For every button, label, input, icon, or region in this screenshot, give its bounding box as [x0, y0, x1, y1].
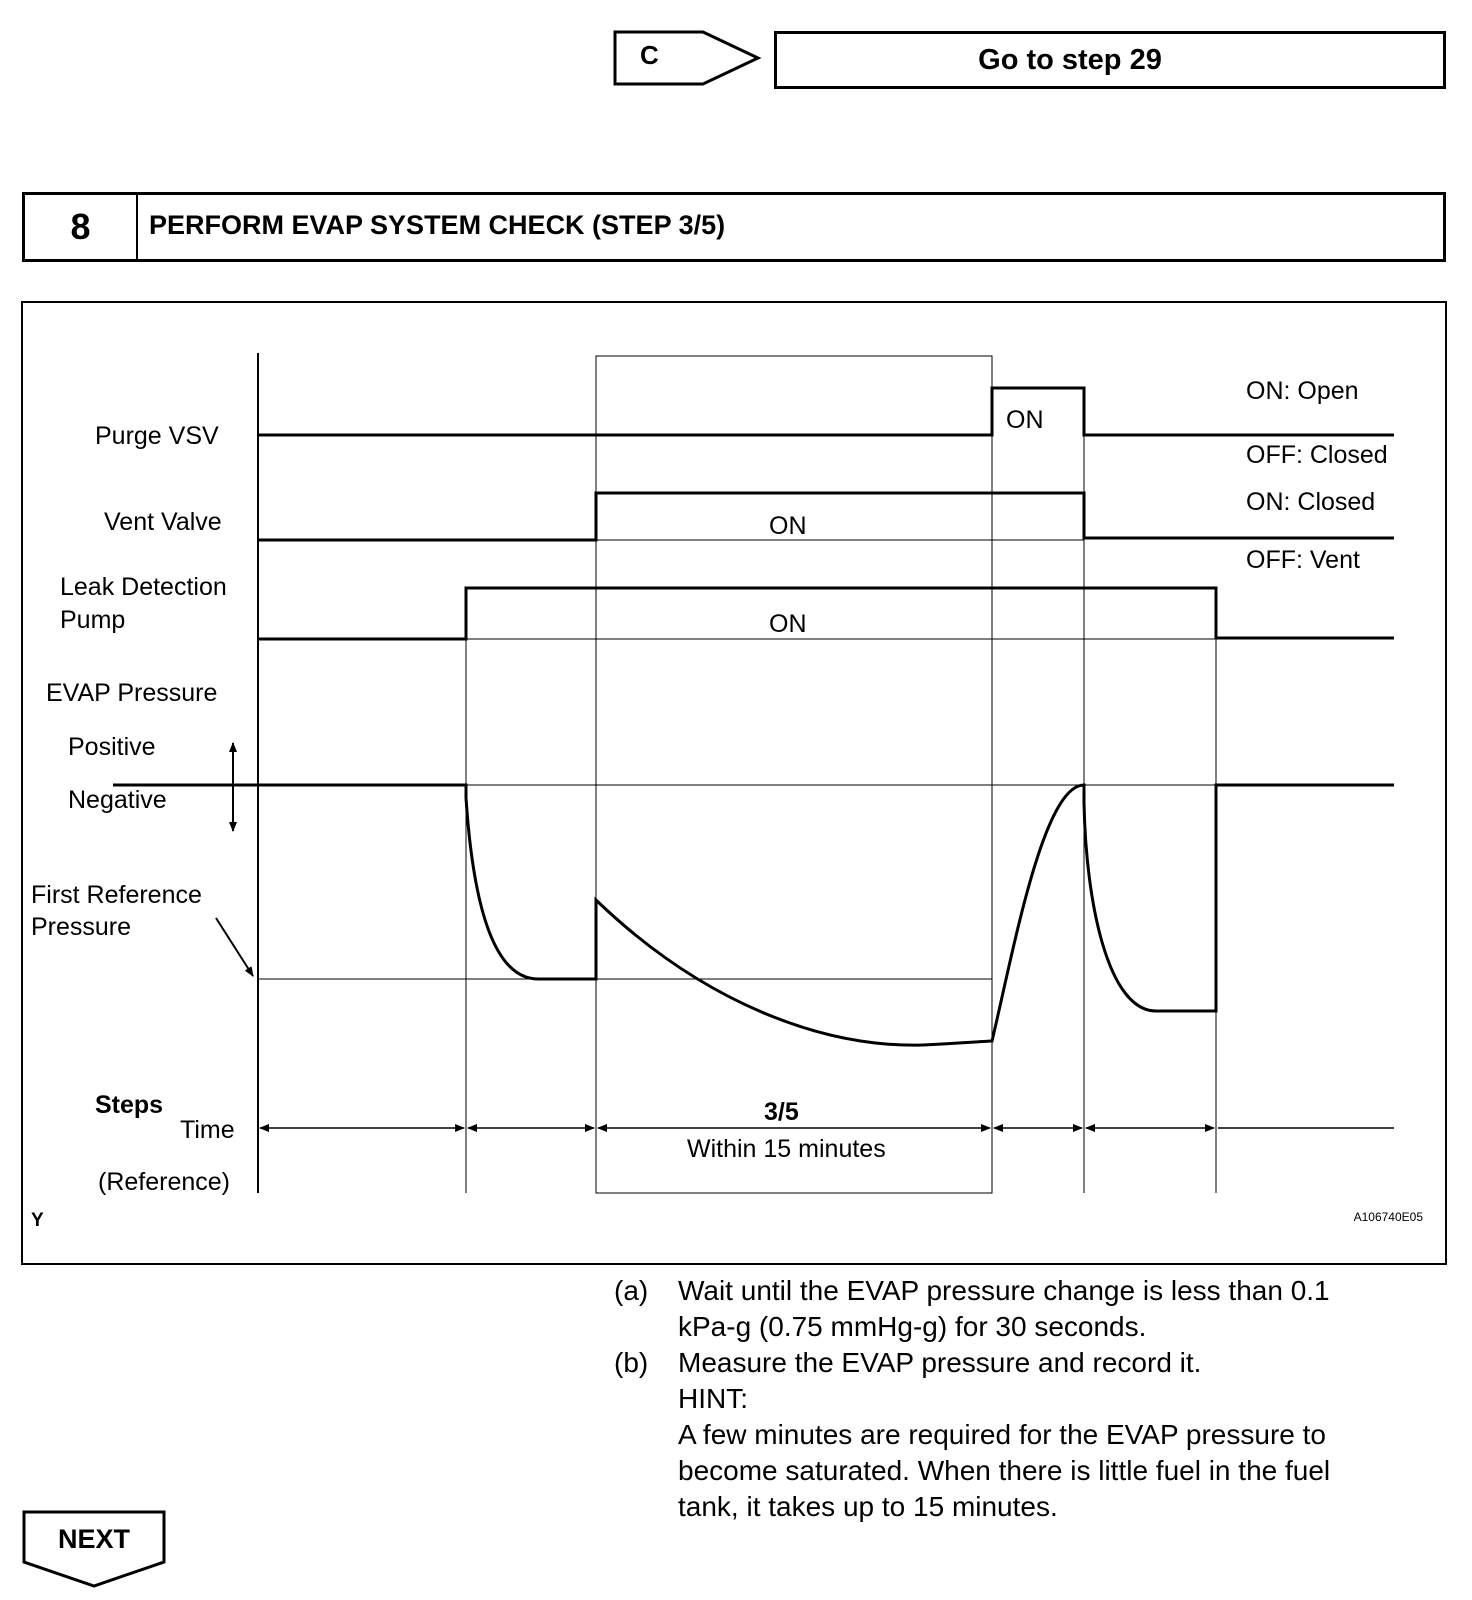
goto-step-text: Go to step 29 [978, 44, 1162, 76]
instruction-a-mark: (a) [614, 1275, 649, 1306]
hint-text-line: become saturated. When there is little fuel in the fuel [678, 1455, 1331, 1486]
instructions [614, 1273, 1414, 1525]
label-time: Time [180, 1116, 235, 1144]
vent-valve-signal [258, 493, 1394, 540]
timing-diagram [21, 301, 1447, 1265]
next-button[interactable] [22, 1510, 172, 1590]
instruction-a-line: kPa-g (0.75 mmHg-g) for 30 seconds. [678, 1311, 1147, 1342]
figure-code: A106740E05 [1353, 1210, 1423, 1224]
leak-pump-signal [258, 588, 1394, 639]
step-number-cell [25, 195, 138, 259]
label-leak-pump-2: Pump [60, 606, 126, 634]
step-number: 8 [70, 206, 91, 247]
instruction-b-line: Measure the EVAP pressure and record it. [678, 1347, 1202, 1378]
step-header [22, 192, 1446, 262]
state-purge-off-closed: OFF: Closed [1246, 441, 1388, 469]
hint-label: HINT: [678, 1383, 748, 1414]
result-code: C [640, 40, 659, 70]
instruction-b [614, 1345, 1414, 1525]
timing-diagram-svg [23, 303, 1449, 1267]
label-negative: Negative [68, 786, 167, 814]
next-button-label: NEXT [57, 1524, 130, 1554]
label-leak-pump-1: Leak Detection [60, 573, 227, 601]
state-vent-on: ON [769, 512, 807, 540]
label-steps: Steps [95, 1091, 164, 1119]
step-window-frame [596, 356, 992, 1193]
label-reference: (Reference) [98, 1168, 230, 1196]
state-purge-on: ON [1006, 406, 1044, 434]
label-positive: Positive [68, 733, 156, 761]
instruction-a-line: Wait until the EVAP pressure change is less than 0.1 [678, 1275, 1330, 1306]
hint-text-line: A few minutes are required for the EVAP pressure to [678, 1419, 1326, 1450]
purge-vsv-signal [258, 388, 1394, 435]
evap-pressure-curve [113, 785, 1394, 1045]
label-evap-pressure: EVAP Pressure [46, 679, 218, 707]
corner-mark: Y [31, 1210, 44, 1231]
state-purge-on-open: ON: Open [1246, 377, 1359, 405]
first-reference-pointer [216, 918, 253, 976]
step-fraction: 3/5 [764, 1098, 799, 1126]
label-vent-valve: Vent Valve [104, 508, 222, 536]
label-first-ref-1: First Reference [31, 881, 202, 909]
step-duration: Within 15 minutes [687, 1135, 886, 1163]
label-purge-vsv: Purge VSV [95, 422, 219, 450]
label-first-ref-2: Pressure [31, 913, 132, 941]
instruction-b-mark: (b) [614, 1347, 649, 1378]
instruction-a [614, 1273, 1414, 1345]
state-vent-off-vent: OFF: Vent [1246, 546, 1360, 574]
step-title: PERFORM EVAP SYSTEM CHECK (STEP 3/5) [149, 210, 726, 240]
hint-text-line: tank, it takes up to 15 minutes. [678, 1491, 1058, 1522]
state-vent-on-closed: ON: Closed [1246, 488, 1376, 516]
result-c-arrow [613, 30, 773, 90]
goto-step-box[interactable] [774, 31, 1446, 89]
state-pump-on: ON [769, 610, 807, 638]
